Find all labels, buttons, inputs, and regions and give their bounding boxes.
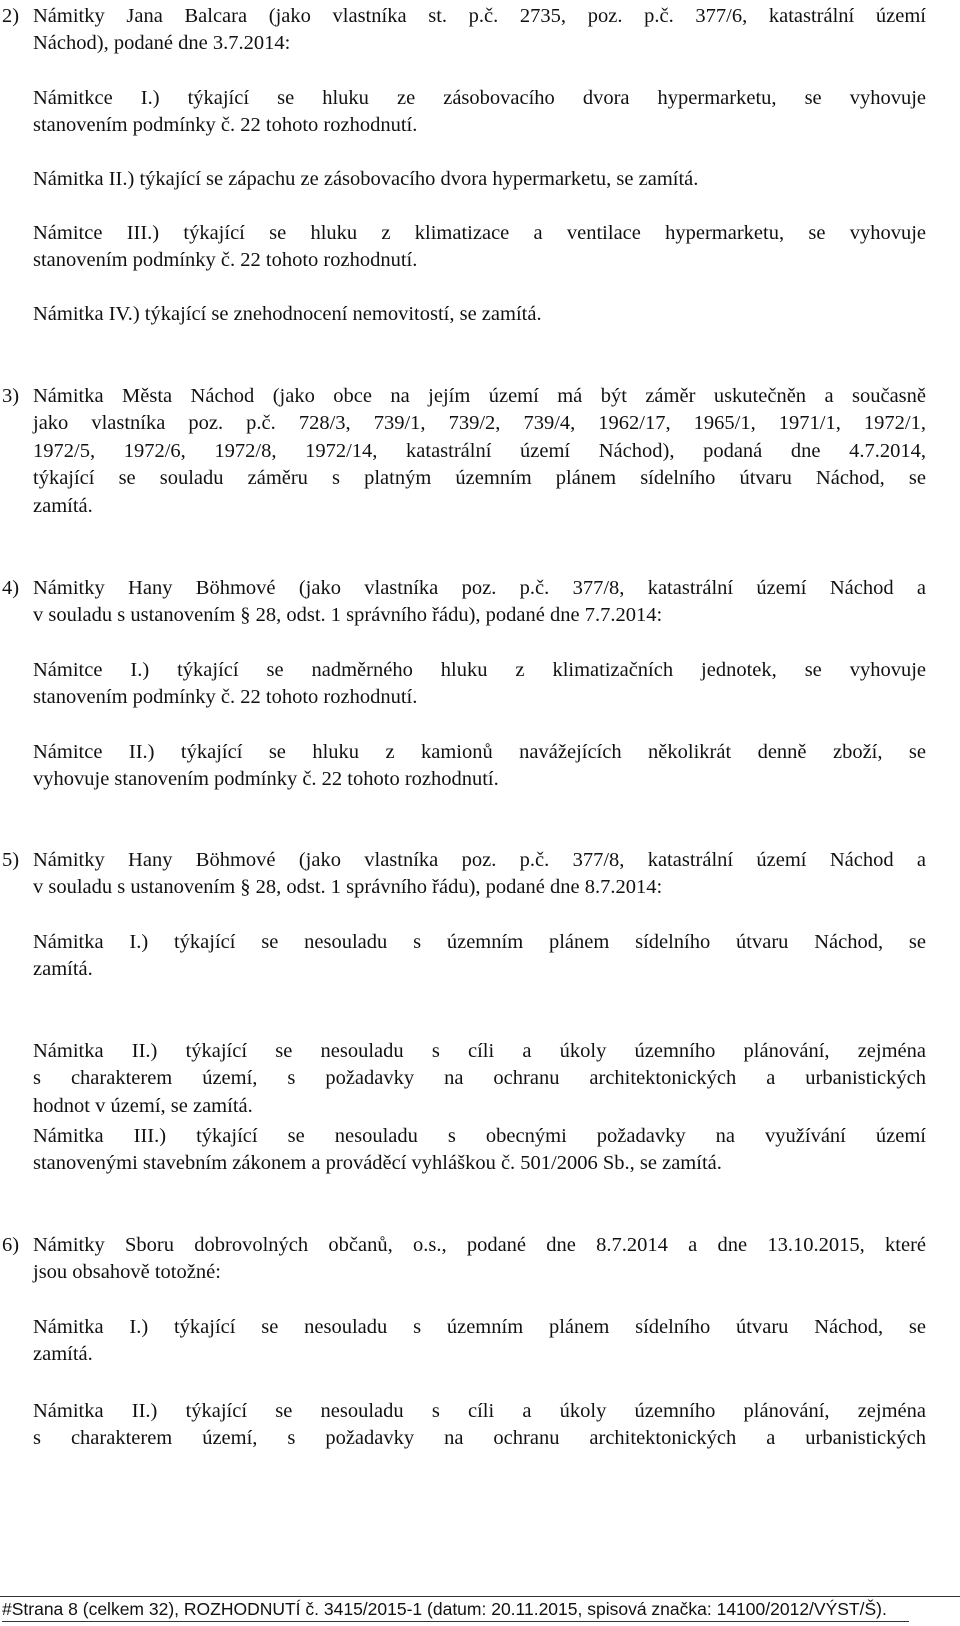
paragraph-line: Námitkce I.) týkající se hluku ze zásobovacího dvora hypermarketu, se vyhovuje bbox=[33, 87, 926, 109]
paragraph-line: Námitky Hany Böhmové (jako vlastníka poz. p.č. 377/8, katastrální území Náchod a bbox=[33, 577, 926, 599]
paragraph-line: Náchod), podané dne 3.7.2014: bbox=[33, 32, 291, 54]
paragraph-line: v souladu s ustanovením § 28, odst. 1 správního řádu), podané dne 7.7.2014: bbox=[33, 604, 663, 626]
paragraph-line: 1972/5, 1972/6, 1972/8, 1972/14, katastrální území Náchod), podaná dne 4.7.2014, bbox=[33, 440, 926, 462]
paragraph-line: stanovením podmínky č. 22 tohoto rozhodnutí. bbox=[33, 114, 418, 136]
paragraph-line: Námitka I.) týkající se nesouladu s územním plánem sídelního útvaru Náchod, se bbox=[33, 931, 926, 953]
paragraph-line: Námitce II.) týkající se hluku z kamionů navážejících několikrát denně zboží, se bbox=[33, 741, 926, 763]
paragraph-number: 4) bbox=[2, 577, 20, 599]
paragraph-line: Námitka II.) týkající se nesouladu s cíli a úkoly územního plánování, zejména bbox=[33, 1400, 926, 1422]
paragraph-line: stanovenými stavebním zákonem a prováděcí vyhláškou č. 501/2006 Sb., se zamítá. bbox=[33, 1152, 722, 1174]
paragraph-line: Námitka I.) týkající se nesouladu s územním plánem sídelního útvaru Náchod, se bbox=[33, 1316, 926, 1338]
paragraph-line: vyhovuje stanovením podmínky č. 22 tohoto rozhodnutí. bbox=[33, 768, 499, 790]
paragraph-line: Námitka III.) týkající se nesouladu s obecnými požadavky na využívání území bbox=[33, 1125, 926, 1147]
paragraph-line: Námitce III.) týkající se hluku z klimatizace a ventilace hypermarketu, se vyhovuje bbox=[33, 222, 926, 244]
paragraph-line: s charakterem území, s požadavky na ochranu architektonických a urbanistických bbox=[33, 1067, 926, 1089]
footer-underline bbox=[2, 1621, 909, 1622]
paragraph-line: zamítá. bbox=[33, 495, 93, 517]
paragraph-line: Námitka II.) týkající se zápachu ze zásobovacího dvora hypermarketu, se zamítá. bbox=[33, 168, 699, 190]
paragraph-number: 2) bbox=[2, 5, 20, 27]
paragraph-line: jako vlastníka poz. p.č. 728/3, 739/1, 739/2, 739/4, 1962/17, 1965/1, 1971/1, 1972/1, bbox=[33, 412, 926, 434]
paragraph-line: zamítá. bbox=[33, 1343, 93, 1365]
paragraph-line: jsou obsahově totožné: bbox=[33, 1261, 221, 1283]
paragraph-line: stanovením podmínky č. 22 tohoto rozhodnutí. bbox=[33, 686, 418, 708]
paragraph-line: stanovením podmínky č. 22 tohoto rozhodnutí. bbox=[33, 249, 418, 271]
paragraph-number: 5) bbox=[2, 849, 20, 871]
paragraph-number: 6) bbox=[2, 1234, 20, 1256]
paragraph-line: Námitce I.) týkající se nadměrného hluku z klimatizačních jednotek, se vyhovuje bbox=[33, 659, 926, 681]
paragraph-line: Námitky Hany Böhmové (jako vlastníka poz. p.č. 377/8, katastrální území Náchod a bbox=[33, 849, 926, 871]
paragraph-number: 3) bbox=[2, 385, 20, 407]
paragraph-line: Námitka IV.) týkající se znehodnocení nemovitostí, se zamítá. bbox=[33, 303, 542, 325]
paragraph-line: zamítá. bbox=[33, 958, 93, 980]
paragraph-line: v souladu s ustanovením § 28, odst. 1 správního řádu), podané dne 8.7.2014: bbox=[33, 876, 663, 898]
paragraph-line: Námitky Jana Balcara (jako vlastníka st. p.č. 2735, poz. p.č. 377/6, katastrální území bbox=[33, 5, 926, 27]
paragraph-line: s charakterem území, s požadavky na ochranu architektonických a urbanistických bbox=[33, 1427, 926, 1449]
page-footer: #Strana 8 (celkem 32), ROZHODNUTÍ č. 3415/2015-1 (datum: 20.11.2015, spisová značka: 14100/2012/VÝST/Š). bbox=[2, 1599, 887, 1619]
paragraph-line: týkající se souladu záměru s platným územním plánem sídelního útvaru Náchod, se bbox=[33, 467, 926, 489]
paragraph-line: Námitka Města Náchod (jako obce na jejím území má být záměr uskutečněn a současně bbox=[33, 385, 926, 407]
paragraph-line: Námitka II.) týkající se nesouladu s cíli a úkoly územního plánování, zejména bbox=[33, 1040, 926, 1062]
paragraph-line: Námitky Sboru dobrovolných občanů, o.s., podané dne 8.7.2014 a dne 13.10.2015, které bbox=[33, 1234, 926, 1256]
footer-divider bbox=[0, 1596, 960, 1597]
paragraph-line: hodnot v území, se zamítá. bbox=[33, 1095, 253, 1117]
